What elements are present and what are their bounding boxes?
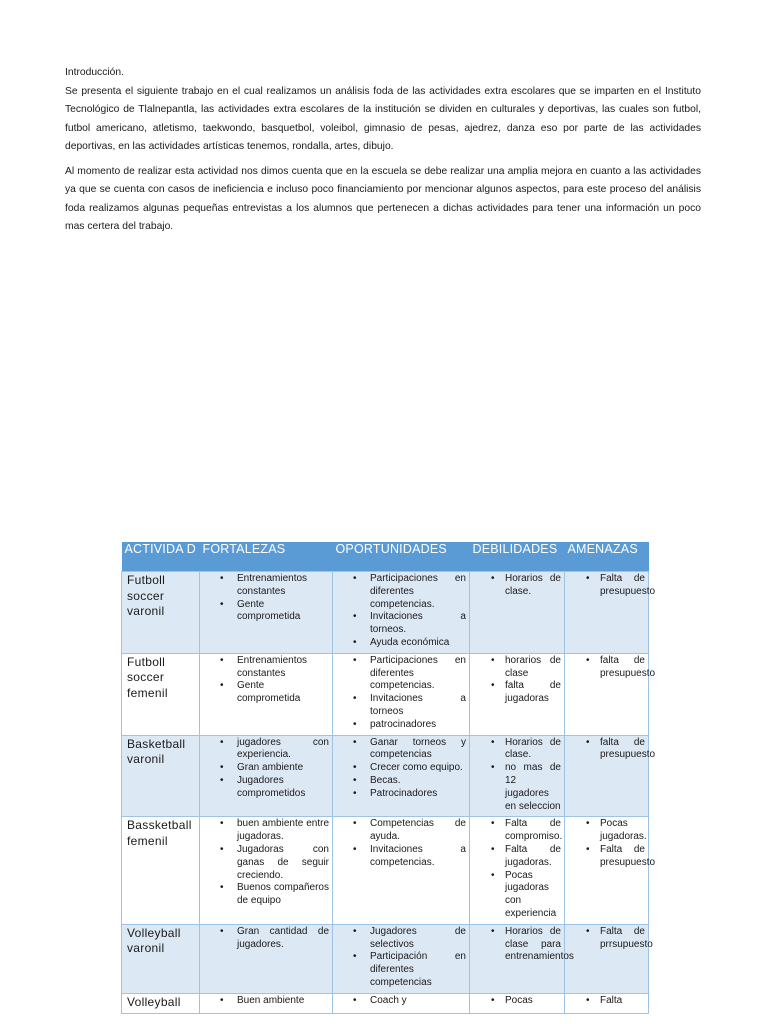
list-item: • Pocas bbox=[473, 995, 561, 1008]
list-item: • Jugadores de selectivos bbox=[336, 926, 466, 952]
list-item: • Falta de compromiso. bbox=[473, 818, 561, 844]
list-item: • Invitaciones a torneos bbox=[336, 693, 466, 719]
list-item: • Ganar torneos y competencias bbox=[336, 737, 466, 763]
list-item: • Gente comprometida bbox=[203, 680, 329, 706]
list-item: • Falta de jugadoras. bbox=[473, 844, 561, 870]
list-item: • patrocinadores bbox=[336, 719, 466, 732]
list-item: • Gente comprometida bbox=[203, 599, 329, 625]
list-item: • falta de jugadoras bbox=[473, 680, 561, 706]
introduction-section bbox=[65, 64, 701, 243]
fortalezas-list bbox=[203, 995, 329, 1008]
debilidades-list bbox=[473, 737, 561, 814]
fortalezas-cell bbox=[200, 653, 333, 735]
list-item: • jugadores con experiencia. bbox=[203, 737, 329, 763]
oportunidades-list bbox=[336, 926, 466, 990]
list-item: • no mas de 12 jugadores en seleccion bbox=[473, 762, 561, 813]
debilidades-list bbox=[473, 573, 561, 599]
table-header-row bbox=[122, 542, 649, 572]
debilidades-list bbox=[473, 818, 561, 920]
fortalezas-cell bbox=[200, 817, 333, 924]
list-item: • falta de presupuesto bbox=[568, 737, 645, 763]
debilidades-cell bbox=[470, 817, 565, 924]
fortalezas-list bbox=[203, 573, 329, 624]
list-item: • Gran ambiente bbox=[203, 762, 329, 775]
list-item: • Participaciones en diferentes competencias. bbox=[336, 655, 466, 693]
debilidades-cell bbox=[470, 653, 565, 735]
fortalezas-list bbox=[203, 926, 329, 952]
debilidades-list bbox=[473, 995, 561, 1008]
list-item: • Becas. bbox=[336, 775, 466, 788]
list-item: • Pocas jugadoras con experiencia bbox=[473, 870, 561, 921]
list-item: • Falta bbox=[568, 995, 645, 1008]
intro-title: Introducción. bbox=[65, 67, 124, 78]
list-item: • Coach y bbox=[336, 995, 466, 1008]
list-item: • Jugadoras con ganas de seguir creciendo. bbox=[203, 844, 329, 882]
oportunidades-list bbox=[336, 655, 466, 732]
header-debilidades: DEBILIDADES bbox=[470, 542, 565, 572]
list-item: • Invitaciones a torneos. bbox=[336, 611, 466, 637]
table-row bbox=[122, 653, 649, 735]
header-fortalezas: FORTALEZAS bbox=[200, 542, 333, 572]
list-item: • Jugadores comprometidos bbox=[203, 775, 329, 801]
amenazas-cell bbox=[565, 924, 653, 993]
activity-cell: Futboll soccer varonil bbox=[122, 572, 200, 654]
table-row bbox=[122, 572, 649, 654]
oportunidades-cell bbox=[333, 572, 470, 654]
table-row bbox=[122, 735, 649, 817]
debilidades-cell bbox=[470, 993, 565, 1014]
fortalezas-cell bbox=[200, 735, 333, 817]
oportunidades-list bbox=[336, 737, 466, 801]
list-item: • Buen ambiente bbox=[203, 995, 329, 1008]
oportunidades-list bbox=[336, 995, 466, 1008]
activity-cell: Basketball varonil bbox=[122, 735, 200, 817]
debilidades-list bbox=[473, 925, 574, 964]
oportunidades-cell bbox=[333, 817, 470, 924]
table-row bbox=[122, 924, 649, 993]
list-item: • Gran cantidad de jugadores. bbox=[203, 926, 329, 952]
activity-cell: Volleyball bbox=[122, 993, 200, 1014]
oportunidades-cell bbox=[333, 993, 470, 1014]
list-item: • Ayuda económica bbox=[336, 637, 466, 650]
amenazas-list bbox=[568, 818, 656, 869]
list-item: • Falta de presupuesto bbox=[568, 844, 645, 870]
table-row bbox=[122, 817, 649, 924]
list-item: • Pocas jugadoras. bbox=[568, 818, 645, 844]
activity-cell: Bassketball femenil bbox=[122, 817, 200, 924]
amenazas-cell bbox=[565, 993, 649, 1014]
foda-table bbox=[121, 542, 656, 1014]
debilidades-cell bbox=[470, 572, 565, 654]
amenazas-cell bbox=[565, 735, 656, 817]
list-item: • Horarios de clase. bbox=[473, 573, 561, 599]
list-item: • Crecer como equipo. bbox=[336, 762, 466, 775]
amenazas-cell bbox=[565, 572, 656, 654]
fortalezas-cell bbox=[200, 993, 333, 1014]
fortalezas-list bbox=[203, 737, 329, 801]
list-item: • falta de presupuesto bbox=[568, 655, 645, 681]
oportunidades-cell bbox=[333, 735, 470, 817]
list-item: • Competencias de ayuda. bbox=[336, 818, 466, 844]
table-row bbox=[122, 993, 649, 1014]
list-item: • Horarios de clase para entrenamientos bbox=[473, 926, 561, 964]
debilidades-list bbox=[473, 655, 561, 706]
amenazas-list bbox=[568, 736, 656, 763]
debilidades-cell bbox=[470, 924, 574, 993]
amenazas-list bbox=[568, 995, 645, 1008]
oportunidades-list bbox=[336, 573, 466, 650]
amenazas-list bbox=[568, 654, 656, 681]
table-body bbox=[122, 572, 656, 1014]
header-actividad: ACTIVIDA D bbox=[122, 542, 200, 572]
list-item: • horarios de clase bbox=[473, 655, 561, 681]
activity-cell: Futboll soccer femenil bbox=[122, 653, 200, 735]
list-item: • Falta de prrsupuesto bbox=[568, 926, 645, 952]
list-item: • Patrocinadores bbox=[336, 788, 466, 801]
debilidades-cell bbox=[470, 735, 565, 817]
list-item: • Invitaciones a competencias. bbox=[336, 844, 466, 870]
oportunidades-cell bbox=[333, 653, 470, 735]
list-item: • Horarios de clase. bbox=[473, 737, 561, 763]
amenazas-cell bbox=[565, 817, 656, 924]
header-amenazas: AMENAZAS bbox=[565, 542, 649, 572]
fortalezas-cell bbox=[200, 572, 333, 654]
list-item: • Entrenamientos constantes bbox=[203, 655, 329, 681]
amenazas-cell bbox=[565, 653, 656, 735]
list-item: • Buenos compañeros de equipo bbox=[203, 882, 329, 908]
list-item: • buen ambiente entre jugadoras. bbox=[203, 818, 329, 844]
intro-paragraph-1: Se presenta el siguiente trabajo en el cual realizamos un análisis foda de las actividades extra escolares que se imparten en el Instituto Tecnológico de Tlalnepantla, las actividades extra escolares de la institución se dividen en culturales y deportivas, las cuales son futbol, futbol americano, atletismo, taekwondo, basquetbol, voleibol, gimnasio de pesas, ajedrez, danza eso por parte de las actividades deportivas, en las actividades artísticas tenemos, rondalla, artes, dibujo. bbox=[65, 85, 701, 152]
list-item: • Participación en diferentes competencias bbox=[336, 951, 466, 989]
list-item: • Entrenamientos constantes bbox=[203, 573, 329, 599]
fortalezas-list bbox=[203, 818, 329, 908]
activity-cell: Volleyball varonil bbox=[122, 924, 200, 993]
fortalezas-cell bbox=[200, 924, 333, 993]
list-item: • Falta de presupuesto bbox=[568, 573, 645, 599]
list-item: • Participaciones en diferentes competencias. bbox=[336, 573, 466, 611]
header-oportunidades: OPORTUNIDADES bbox=[333, 542, 470, 572]
intro-paragraph-2: Al momento de realizar esta actividad nos dimos cuenta que en la escuela se debe realizar una amplia mejora en cuanto a las actividades ya que se cuenta con casos de ineficiencia e incluso poco financiamiento por mencionar algunos aspectos, para este proceso del análisis foda realizamos algunas pequeñas entrevistas a los alumnos que pertenecen a dichas actividades para tener una información un poco mas certera del trabajo. bbox=[65, 165, 701, 232]
amenazas-list bbox=[568, 573, 656, 599]
oportunidades-list bbox=[336, 818, 466, 869]
amenazas-list bbox=[568, 925, 653, 952]
fortalezas-list bbox=[203, 655, 329, 706]
oportunidades-cell bbox=[333, 924, 470, 993]
